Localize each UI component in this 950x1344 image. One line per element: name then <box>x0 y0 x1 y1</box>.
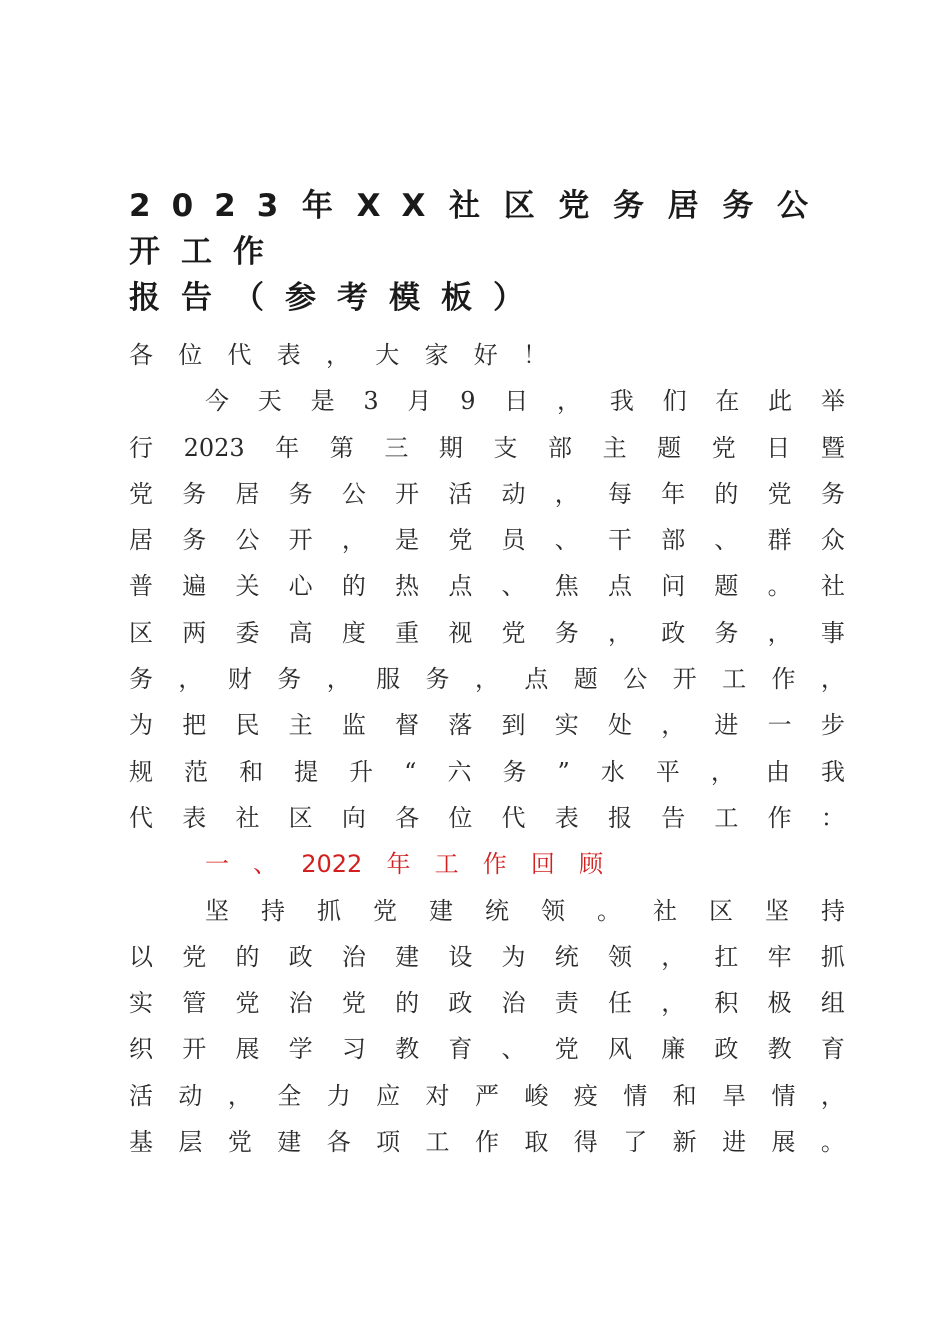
text-glyph: 旱 <box>722 1081 747 1110</box>
text-glyph: 心 <box>288 572 313 601</box>
text-glyph: 问 <box>661 572 686 601</box>
text-glyph: 公 <box>341 479 366 508</box>
text-glyph: 学 <box>288 1035 313 1064</box>
text-glyph: 建 <box>429 896 453 925</box>
text-glyph: ， <box>820 1081 845 1110</box>
text-glyph: 年 <box>386 850 411 879</box>
text-glyph: 新 <box>672 1128 697 1157</box>
text-glyph: 。 <box>820 1128 845 1157</box>
text-glyph: 动 <box>501 479 526 508</box>
text-glyph: 党 <box>501 618 526 647</box>
text-glyph: 。 <box>767 572 792 601</box>
text-glyph: ， <box>557 387 582 416</box>
text-glyph: 支 <box>493 433 518 462</box>
text-glyph: 好 <box>473 341 498 369</box>
text-glyph: 持 <box>261 896 285 925</box>
text-glyph: 位 <box>178 341 203 369</box>
paragraph-line <box>129 934 845 980</box>
text-glyph: 党 <box>554 1035 579 1064</box>
text-glyph: 第 <box>329 433 354 462</box>
text-glyph: ， <box>326 341 350 369</box>
text-glyph: 今 <box>205 387 229 416</box>
text-glyph: 坚 <box>205 896 229 925</box>
text-glyph: 抓 <box>820 942 845 971</box>
text-glyph: ， <box>661 989 686 1018</box>
text-glyph: 峻 <box>524 1081 549 1110</box>
text-glyph: 育 <box>448 1035 473 1064</box>
text-glyph: 服 <box>376 665 401 694</box>
text-glyph: 开 <box>672 665 697 694</box>
text-glyph: 务 <box>182 526 207 555</box>
text-glyph: 大 <box>375 341 400 369</box>
text-glyph: 表 <box>554 803 579 832</box>
text-glyph: 委 <box>235 618 260 647</box>
title-line-1: 2023年XX社区党务居务公开工作 <box>129 188 829 270</box>
text-glyph: 务 <box>502 757 527 786</box>
text-glyph: 治 <box>288 989 313 1018</box>
text-glyph: 社 <box>235 803 260 832</box>
text-glyph: 主 <box>288 711 313 740</box>
text-glyph: 统 <box>554 942 579 971</box>
text-glyph: 的 <box>395 989 420 1018</box>
text-glyph: ！ <box>523 341 547 369</box>
text-glyph: 党 <box>129 479 153 508</box>
text-glyph: 和 <box>672 1081 697 1110</box>
paragraph-line <box>129 795 845 841</box>
text-glyph: 度 <box>341 618 366 647</box>
text-glyph: 区 <box>709 896 733 925</box>
paragraph-line <box>129 656 845 702</box>
text-glyph: 每 <box>607 479 632 508</box>
text-glyph: 的 <box>714 479 739 508</box>
paragraph-line <box>129 702 845 748</box>
text-glyph: 向 <box>341 803 366 832</box>
text-glyph: 升 <box>349 757 374 786</box>
text-glyph: 实 <box>554 711 579 740</box>
text-glyph: 水 <box>600 757 625 786</box>
text-glyph: 的 <box>235 942 260 971</box>
text-glyph: 教 <box>395 1035 420 1064</box>
greeting <box>129 332 547 378</box>
text-glyph: 回 <box>530 850 555 879</box>
text-glyph: 区 <box>129 618 153 647</box>
text-glyph: 建 <box>277 1128 302 1157</box>
text-glyph: 动 <box>178 1081 203 1110</box>
text-glyph: 治 <box>501 989 526 1018</box>
text-glyph: 党 <box>235 989 260 1018</box>
text-glyph: 社 <box>653 896 677 925</box>
text-glyph: 行 <box>129 433 153 462</box>
text-glyph: 把 <box>182 711 207 740</box>
text-glyph: ： <box>820 803 845 832</box>
text-glyph: 应 <box>376 1081 401 1110</box>
text-glyph: 扛 <box>714 942 739 971</box>
text-glyph: 党 <box>711 433 736 462</box>
text-glyph: 党 <box>227 1128 252 1157</box>
text-glyph: 各 <box>395 803 420 832</box>
paragraph-line <box>129 1119 845 1165</box>
text-glyph: 干 <box>607 526 632 555</box>
text-glyph: 是 <box>310 387 335 416</box>
text-glyph: 区 <box>288 803 313 832</box>
text-glyph: 作 <box>771 665 796 694</box>
text-glyph: 展 <box>235 1035 260 1064</box>
text-glyph: 政 <box>288 942 313 971</box>
text-glyph: 坚 <box>765 896 789 925</box>
text-glyph: 两 <box>182 618 207 647</box>
text-glyph: 一 <box>767 711 792 740</box>
text-glyph: 点 <box>607 572 632 601</box>
document-body <box>129 332 861 1165</box>
text-glyph: 三 <box>384 433 409 462</box>
text-glyph: 代 <box>129 803 153 832</box>
text-glyph: 视 <box>448 618 473 647</box>
text-glyph: 作 <box>482 850 507 879</box>
text-glyph: ， <box>178 665 203 694</box>
text-glyph: 部 <box>548 433 573 462</box>
text-glyph: 为 <box>129 711 153 740</box>
title-line-2: 报告（参考模板） <box>129 280 545 316</box>
text-glyph: 。 <box>597 896 621 925</box>
text-glyph: 关 <box>235 572 260 601</box>
text-glyph: 期 <box>438 433 463 462</box>
text-glyph: 党 <box>448 526 473 555</box>
paragraph-line <box>129 1073 845 1119</box>
text-glyph: 焦 <box>554 572 579 601</box>
text-glyph: 领 <box>607 942 632 971</box>
text-glyph: 平 <box>655 757 680 786</box>
text-glyph: 对 <box>425 1081 450 1110</box>
text-glyph: ， <box>554 479 579 508</box>
text-glyph: 位 <box>448 803 473 832</box>
text-glyph: 工 <box>714 803 739 832</box>
text-glyph: ， <box>326 665 351 694</box>
text-glyph: 作 <box>767 803 792 832</box>
text-glyph: 务 <box>182 479 207 508</box>
text-glyph: 务 <box>277 665 302 694</box>
text-glyph: 年 <box>661 479 686 508</box>
section-heading <box>205 841 603 887</box>
text-glyph: 风 <box>607 1035 632 1064</box>
text-glyph: 牢 <box>767 942 792 971</box>
text-glyph: 工 <box>722 665 747 694</box>
text-glyph: 全 <box>277 1081 302 1110</box>
text-glyph: 居 <box>235 479 260 508</box>
text-glyph: 开 <box>288 526 313 555</box>
text-glyph: 举 <box>820 387 845 416</box>
text-glyph: 层 <box>178 1128 203 1157</box>
text-glyph: 领 <box>541 896 565 925</box>
text-glyph: 政 <box>661 618 686 647</box>
text-glyph: 习 <box>341 1035 366 1064</box>
text-glyph: 织 <box>129 1035 153 1064</box>
text-glyph: 暨 <box>820 433 845 462</box>
text-glyph: 六 <box>447 757 472 786</box>
text-glyph: 点 <box>448 572 473 601</box>
text-glyph: 月 <box>407 387 432 416</box>
text-glyph: 题 <box>573 665 598 694</box>
text-glyph: 治 <box>341 942 366 971</box>
text-glyph: 公 <box>235 526 260 555</box>
text-glyph: 展 <box>771 1128 796 1157</box>
text-glyph: 的 <box>341 572 366 601</box>
text-glyph: 、 <box>714 526 739 555</box>
text-glyph: 工 <box>434 850 459 879</box>
text-glyph: 高 <box>288 618 313 647</box>
text-glyph: 此 <box>768 387 793 416</box>
text-glyph: 务 <box>554 618 579 647</box>
text-glyph: 们 <box>662 387 687 416</box>
text-glyph: 社 <box>820 572 845 601</box>
text-glyph: 民 <box>235 711 260 740</box>
text-glyph: 取 <box>524 1128 549 1157</box>
text-glyph: 力 <box>326 1081 351 1110</box>
text-glyph: ， <box>661 711 686 740</box>
text-glyph: ， <box>767 618 792 647</box>
text-glyph: 群 <box>767 526 792 555</box>
text-glyph: 管 <box>182 989 207 1018</box>
paragraph-line <box>129 980 845 1026</box>
text-glyph: 廉 <box>661 1035 686 1064</box>
text-glyph: 9 <box>460 387 476 416</box>
text-glyph: 情 <box>623 1081 648 1110</box>
text-glyph: 极 <box>767 989 792 1018</box>
paragraph-line <box>129 517 845 563</box>
text-glyph: 重 <box>395 618 420 647</box>
text-glyph: ， <box>710 757 735 786</box>
text-glyph: 表 <box>276 341 301 369</box>
text-glyph: 了 <box>623 1128 648 1157</box>
text-glyph: “ <box>404 757 417 786</box>
text-glyph: 日 <box>766 433 791 462</box>
text-glyph: 代 <box>501 803 526 832</box>
paragraph-line <box>129 749 845 795</box>
text-glyph: 务 <box>820 479 845 508</box>
paragraph-line <box>129 610 845 656</box>
paragraph-line <box>129 425 845 471</box>
text-glyph: 活 <box>129 1081 153 1110</box>
text-glyph: ， <box>661 942 686 971</box>
text-glyph: 抓 <box>317 896 341 925</box>
text-glyph: 政 <box>714 1035 739 1064</box>
text-glyph: 3 <box>363 387 379 416</box>
text-glyph: 疫 <box>573 1081 598 1110</box>
text-glyph: 、 <box>253 850 278 879</box>
text-glyph: 日 <box>504 387 529 416</box>
paragraph-line <box>129 471 845 517</box>
text-glyph: 财 <box>227 665 252 694</box>
text-glyph: 我 <box>820 757 845 786</box>
text-glyph: 建 <box>395 942 420 971</box>
text-glyph: 普 <box>129 572 153 601</box>
text-glyph: ， <box>227 1081 252 1110</box>
text-glyph: 各 <box>129 341 153 369</box>
text-glyph: 各 <box>326 1128 351 1157</box>
text-glyph: 告 <box>661 803 686 832</box>
text-glyph: 进 <box>722 1128 747 1157</box>
text-glyph: 2022 <box>301 850 363 879</box>
text-glyph: 责 <box>554 989 579 1018</box>
text-glyph: 开 <box>395 479 420 508</box>
text-glyph: 党 <box>341 989 366 1018</box>
text-glyph: 事 <box>820 618 845 647</box>
text-glyph: 代 <box>227 341 252 369</box>
paragraph-2 <box>129 888 861 1166</box>
text-glyph: 督 <box>395 711 420 740</box>
text-glyph: 热 <box>395 572 420 601</box>
text-glyph: 一 <box>205 850 229 879</box>
text-glyph: 活 <box>448 479 473 508</box>
text-glyph: 顾 <box>578 850 603 879</box>
text-glyph: ， <box>607 618 632 647</box>
text-glyph: 员 <box>501 526 526 555</box>
text-glyph: 步 <box>820 711 845 740</box>
text-glyph: 题 <box>657 433 682 462</box>
text-glyph: 到 <box>501 711 526 740</box>
text-glyph: ， <box>341 526 366 555</box>
text-glyph: 务 <box>288 479 313 508</box>
text-glyph: 居 <box>129 526 153 555</box>
text-glyph: 基 <box>129 1128 153 1157</box>
text-glyph: 党 <box>182 942 207 971</box>
text-glyph: 务 <box>425 665 450 694</box>
text-glyph: 、 <box>501 572 526 601</box>
text-glyph: 政 <box>448 989 473 1018</box>
paragraph-line <box>205 378 845 424</box>
text-glyph: 工 <box>425 1128 450 1157</box>
text-glyph: 题 <box>714 572 739 601</box>
text-glyph: 年 <box>275 433 300 462</box>
text-glyph: 我 <box>609 387 634 416</box>
text-glyph: 作 <box>474 1128 499 1157</box>
text-glyph: ” <box>557 757 570 786</box>
text-glyph: 积 <box>714 989 739 1018</box>
text-glyph: 育 <box>820 1035 845 1064</box>
text-glyph: 、 <box>501 1035 526 1064</box>
text-glyph: 是 <box>395 526 420 555</box>
text-glyph: 教 <box>767 1035 792 1064</box>
text-glyph: 党 <box>373 896 397 925</box>
paragraph-line <box>129 1026 845 1072</box>
text-glyph: 项 <box>376 1128 401 1157</box>
text-glyph: 务 <box>714 618 739 647</box>
text-glyph: 报 <box>607 803 632 832</box>
text-glyph: 家 <box>424 341 449 369</box>
text-glyph: 公 <box>623 665 648 694</box>
text-glyph: 遍 <box>182 572 207 601</box>
text-glyph: 任 <box>607 989 632 1018</box>
text-glyph: 范 <box>184 757 209 786</box>
text-glyph: 开 <box>182 1035 207 1064</box>
text-glyph: 持 <box>821 896 845 925</box>
text-glyph: 规 <box>129 757 153 786</box>
text-glyph: 进 <box>714 711 739 740</box>
text-glyph: 主 <box>602 433 627 462</box>
paragraph-line <box>129 563 845 609</box>
text-glyph: 部 <box>661 526 686 555</box>
text-glyph: 统 <box>485 896 509 925</box>
text-glyph: 严 <box>474 1081 499 1110</box>
text-glyph: 由 <box>765 757 790 786</box>
text-glyph: 监 <box>341 711 366 740</box>
text-glyph: 众 <box>820 526 845 555</box>
text-glyph: 点 <box>524 665 549 694</box>
text-glyph: 处 <box>607 711 632 740</box>
text-glyph: 情 <box>771 1081 796 1110</box>
paragraph-1 <box>129 378 861 841</box>
paragraph-line <box>205 888 845 934</box>
text-glyph: 表 <box>182 803 207 832</box>
text-glyph: 以 <box>129 942 153 971</box>
text-glyph: 务 <box>129 665 153 694</box>
text-glyph: 提 <box>294 757 319 786</box>
text-glyph: 党 <box>767 479 792 508</box>
text-glyph: 2023 <box>183 433 245 462</box>
text-glyph: 设 <box>448 942 473 971</box>
text-glyph: 组 <box>820 989 845 1018</box>
text-glyph: 得 <box>573 1128 598 1157</box>
text-glyph: ， <box>474 665 499 694</box>
text-glyph: ， <box>820 665 845 694</box>
text-glyph: 落 <box>448 711 473 740</box>
text-glyph: 为 <box>501 942 526 971</box>
document-title <box>129 183 829 321</box>
text-glyph: 天 <box>257 387 282 416</box>
text-glyph: 和 <box>239 757 264 786</box>
text-glyph: 、 <box>554 526 579 555</box>
text-glyph: 实 <box>129 989 153 1018</box>
text-glyph: 在 <box>715 387 740 416</box>
